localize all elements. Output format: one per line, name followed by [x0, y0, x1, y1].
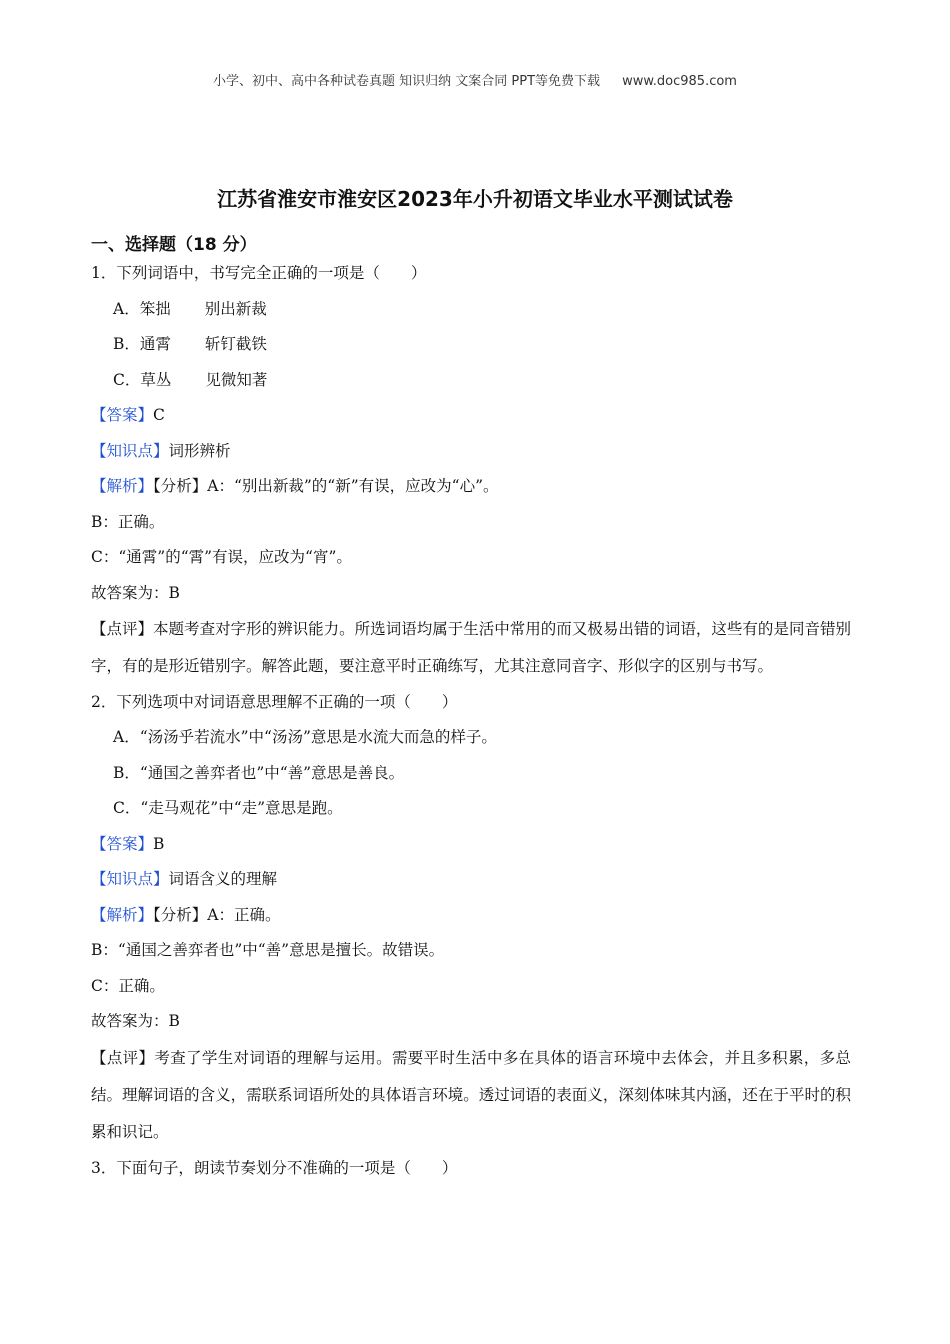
question-1-stem: 1．下列词语中，书写完全正确的一项是（ ）	[91, 264, 427, 282]
analysis-text: 【分析】A：“别出新裁”的“新”有误，应改为“心”。	[153, 477, 499, 495]
q2-knowledge-point	[91, 862, 851, 898]
q2-comment: 【点评】考查了学生对词语的理解与运用。需要平时生活中多在具体的语言环境中去体会，并且多积累，多总结。理解词语的含义，需联系词语所处的具体语言环境。透过词语的表面义，深刻体味其内涵，还在于平时的积累和识记。	[91, 1048, 851, 1141]
option-text: “汤汤乎若流水”中“汤汤”意思是水流大而急的样子。	[139, 728, 497, 746]
q2-answer	[91, 827, 851, 863]
answer-value: C	[153, 406, 165, 424]
q1-analysis	[91, 469, 851, 505]
q2-analysis-line: B：“通国之善弈者也”中“善”意思是擅长。故错误。	[91, 941, 445, 959]
knowledge-tag: 【知识点】	[91, 870, 169, 888]
answer-tag: 【答案】	[91, 834, 154, 853]
header-tagline: 小学、初中、高中各种试卷真题 知识归纳 文案合同 PPT等免费下载	[213, 74, 601, 89]
q2-analysis-line: 故答案为：B	[91, 1012, 180, 1030]
option-word: 草丛	[140, 370, 172, 389]
knowledge-tag: 【知识点】	[91, 441, 169, 460]
option-letter: A．	[113, 728, 140, 746]
option-letter: C．	[113, 799, 141, 817]
q1-answer	[91, 398, 851, 434]
q1-comment: 【点评】本题考查对字形的辨识能力。所选词语均属于生活中常用的而又极易出错的词语，这些有的是同音错别字，有的是形近错别字。解答此题，要注意平时正确练写，尤其注意同音字、形似字的区别与书写。	[91, 620, 851, 675]
option-letter: B．	[113, 335, 140, 353]
q1-analysis-line: B：正确。	[91, 512, 165, 531]
analysis-tag: 【解析】	[91, 905, 154, 924]
option-word: 别出新裁	[204, 299, 267, 318]
q1-option-a	[91, 292, 851, 328]
answer-tag: 【答案】	[91, 406, 154, 424]
page-header	[0, 70, 950, 89]
content	[91, 256, 851, 1186]
q2-option-b	[91, 756, 851, 792]
page-title: 江苏省淮安市淮安区2023年小升初语文毕业水平测试试卷	[217, 187, 733, 211]
q1-option-c	[91, 363, 851, 399]
header-site-link[interactable]: www.doc985.com	[622, 74, 737, 89]
q1-analysis-line: 故答案为：B	[91, 583, 180, 602]
option-letter: B．	[113, 763, 140, 782]
knowledge-value: 词形辨析	[168, 441, 231, 460]
answer-value: B	[153, 834, 165, 853]
knowledge-value: 词语含义的理解	[168, 870, 278, 888]
option-word: 见微知著	[205, 370, 268, 389]
q2-analysis	[91, 898, 851, 934]
q2-option-a	[91, 720, 851, 756]
section-title: 一、选择题（18 分）	[91, 235, 257, 255]
option-letter: A．	[113, 299, 140, 318]
option-word: 斩钉截铁	[204, 335, 267, 353]
q2-analysis-line: C：正确。	[91, 976, 165, 995]
q2-option-c	[91, 791, 851, 827]
option-text: “走马观花”中“走”意思是跑。	[140, 799, 343, 817]
option-word: 通霄	[139, 335, 171, 353]
q1-option-b	[91, 327, 851, 363]
option-word: 笨拙	[139, 299, 171, 318]
analysis-text: 【分析】A：正确。	[153, 905, 281, 924]
question-2-stem: 2．下列选项中对词语意思理解不正确的一项（ ）	[91, 693, 458, 711]
q1-analysis-line: C：“通霄”的“霄”有误，应改为“宵”。	[91, 548, 352, 566]
q1-knowledge-point	[91, 434, 851, 470]
option-text: “通国之善弈者也”中“善”意思是善良。	[139, 763, 405, 782]
option-letter: C．	[113, 370, 141, 389]
analysis-tag: 【解析】	[91, 477, 154, 495]
question-3-stem: 3．下面句子，朗读节奏划分不准确的一项是（ ）	[91, 1158, 458, 1177]
